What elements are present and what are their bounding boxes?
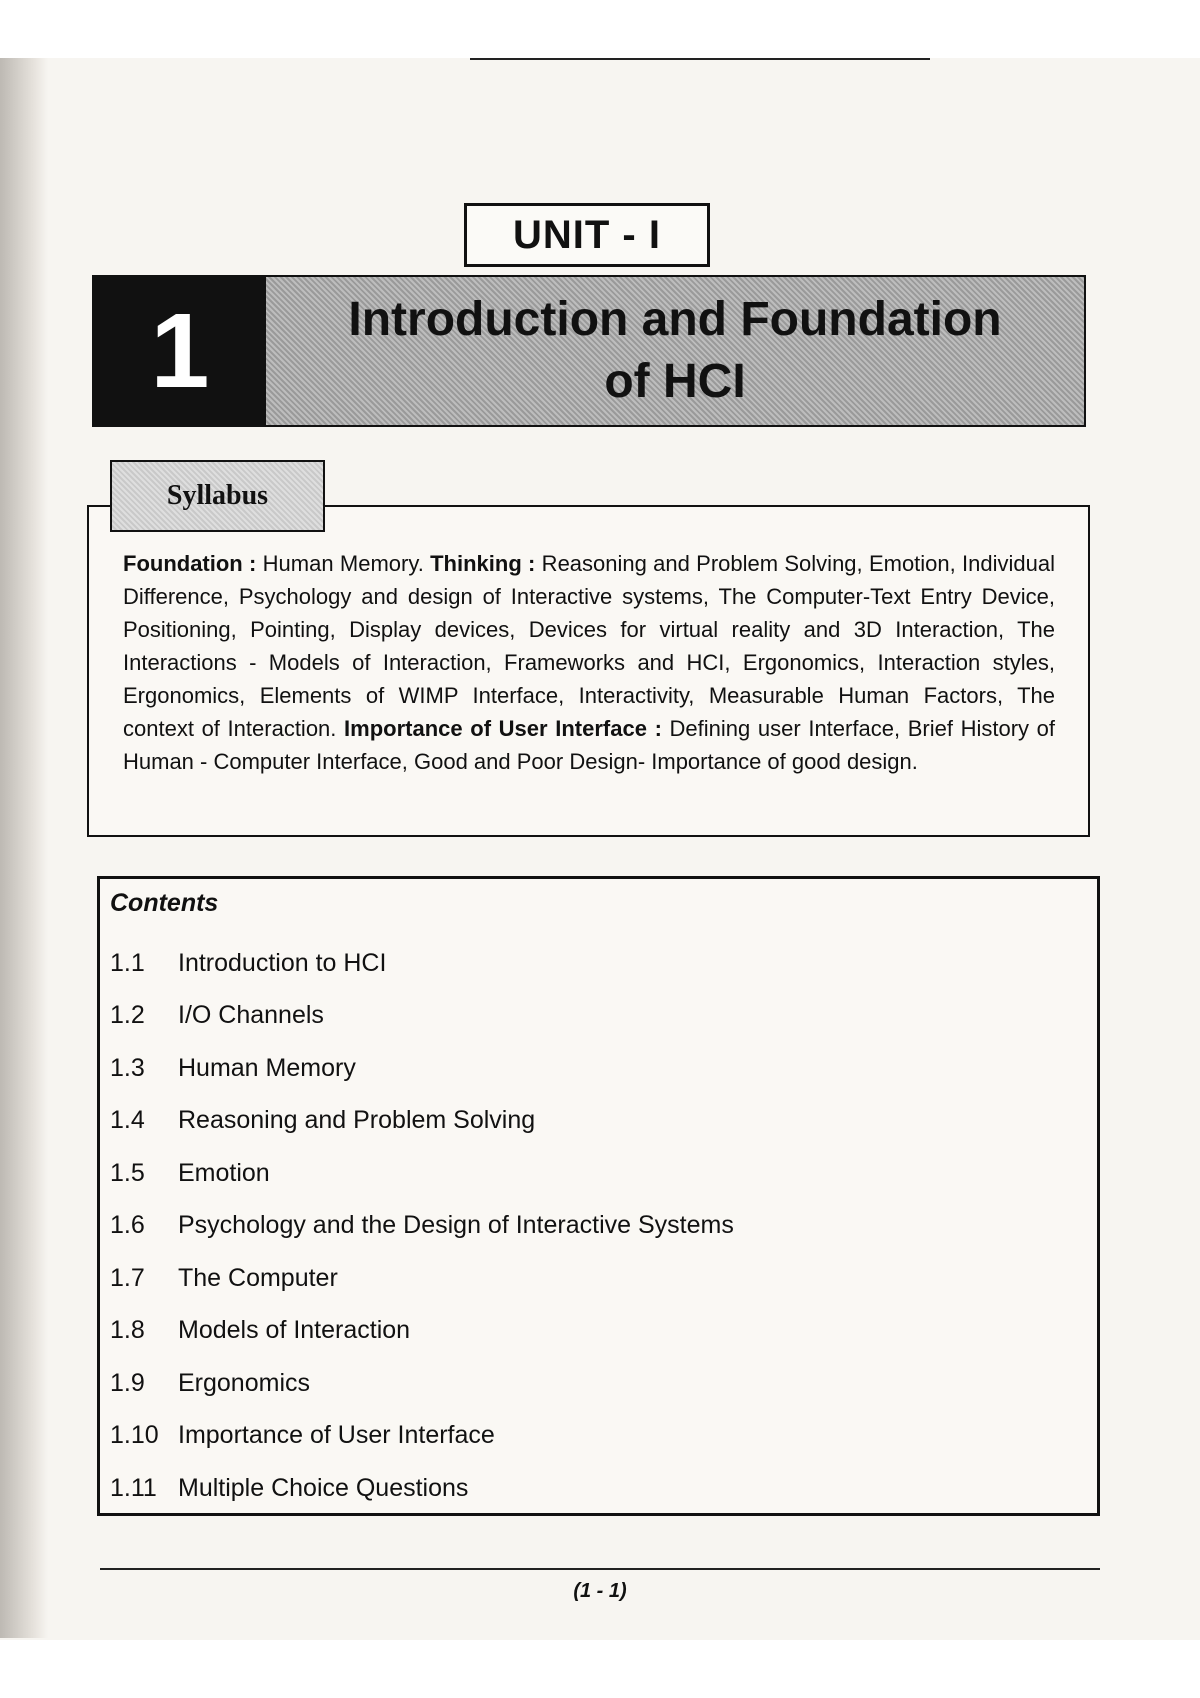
contents-item [110, 1357, 1070, 1410]
contents-item-title: Ergonomics [178, 1368, 310, 1397]
page-bottom-margin [0, 1640, 1200, 1698]
contents-item-number: 1.8 [110, 1316, 145, 1345]
contents-item-number: 1.4 [110, 1106, 145, 1135]
contents-item-number: 1.10 [110, 1421, 159, 1450]
syllabus-heading [110, 460, 325, 532]
footer-rule [100, 1568, 1100, 1570]
contents-item-number: 1.6 [110, 1211, 145, 1240]
contents-item-number: 1.5 [110, 1158, 145, 1187]
syllabus-text [123, 547, 1055, 778]
syllabus-thinking-label: Thinking : [430, 551, 536, 576]
contents-item [110, 1042, 1070, 1095]
contents-item [110, 937, 1070, 990]
contents-item-number: 1.11 [110, 1473, 157, 1502]
contents-item [110, 1462, 1070, 1515]
contents-item-title: Importance of User Interface [178, 1421, 495, 1450]
page-top-margin [0, 0, 1200, 58]
contents-list [110, 937, 1070, 1515]
syllabus-foundation-label: Foundation : [123, 551, 257, 576]
contents-item-title: Introduction to HCI [178, 948, 387, 977]
chapter-title-line-2: of HCI [604, 355, 746, 408]
contents-item [110, 1200, 1070, 1253]
syllabus-foundation-text: Human Memory. [256, 551, 431, 576]
unit-label [464, 203, 710, 267]
syllabus-heading-text: Syllabus [166, 480, 269, 511]
contents-item [110, 1410, 1070, 1463]
contents-item [110, 1252, 1070, 1305]
contents-item-title: Human Memory [178, 1053, 356, 1082]
contents-item-number: 1.9 [110, 1368, 145, 1397]
contents-item-number: 1.3 [110, 1053, 145, 1082]
unit-label-text: UNIT - I [513, 212, 661, 257]
syllabus-thinking-text: Reasoning and Problem Solving, Emotion, Individual Difference, Psychology and design of Interactive systems, The Computer-Text Entry Device, Positioning, Pointing, Display devices, Devices for virtual reality and 3D Interaction, The Interactions - Models of Interaction, Frameworks and HCI, Ergonomics, Interaction styles, Ergonomics, Elements of WIMP Interface, Interactivity, Measurable Human Factors, The context of Interaction. [123, 551, 1056, 741]
contents-item-title: Psychology and the Design of Interactive Systems [178, 1211, 734, 1240]
syllabus-ui-label: Importance of User Interface : [344, 716, 662, 741]
contents-item [110, 1305, 1070, 1358]
contents-item-number: 1.1 [110, 948, 145, 977]
contents-item-title: Reasoning and Problem Solving [178, 1106, 536, 1135]
contents-box [97, 876, 1100, 1516]
syllabus-ui-text: Defining user Interface, Brief History of Human - Computer Interface, Good and Poor Design- Importance of good design. [123, 716, 1056, 774]
contents-item-title: Multiple Choice Questions [178, 1473, 469, 1502]
contents-item-title: Models of Interaction [178, 1316, 411, 1345]
chapter-title-line-1: Introduction and Foundation [348, 293, 1002, 346]
contents-item [110, 990, 1070, 1043]
syllabus-box [87, 505, 1090, 837]
header-rule [470, 58, 930, 60]
chapter-number: 1 [94, 277, 266, 425]
contents-heading: Contents [110, 889, 219, 917]
contents-item-number: 1.2 [110, 1001, 145, 1030]
book-spine-shadow [0, 58, 48, 1638]
contents-item-title: I/O Channels [178, 1001, 324, 1030]
contents-item-title: The Computer [178, 1263, 338, 1292]
contents-item [110, 1147, 1070, 1200]
contents-item-title: Emotion [178, 1158, 270, 1187]
contents-item-number: 1.7 [110, 1263, 145, 1292]
page-number: (1 - 1) [573, 1580, 627, 1602]
contents-item [110, 1095, 1070, 1148]
chapter-banner [92, 275, 1086, 427]
chapter-title [266, 277, 1084, 425]
